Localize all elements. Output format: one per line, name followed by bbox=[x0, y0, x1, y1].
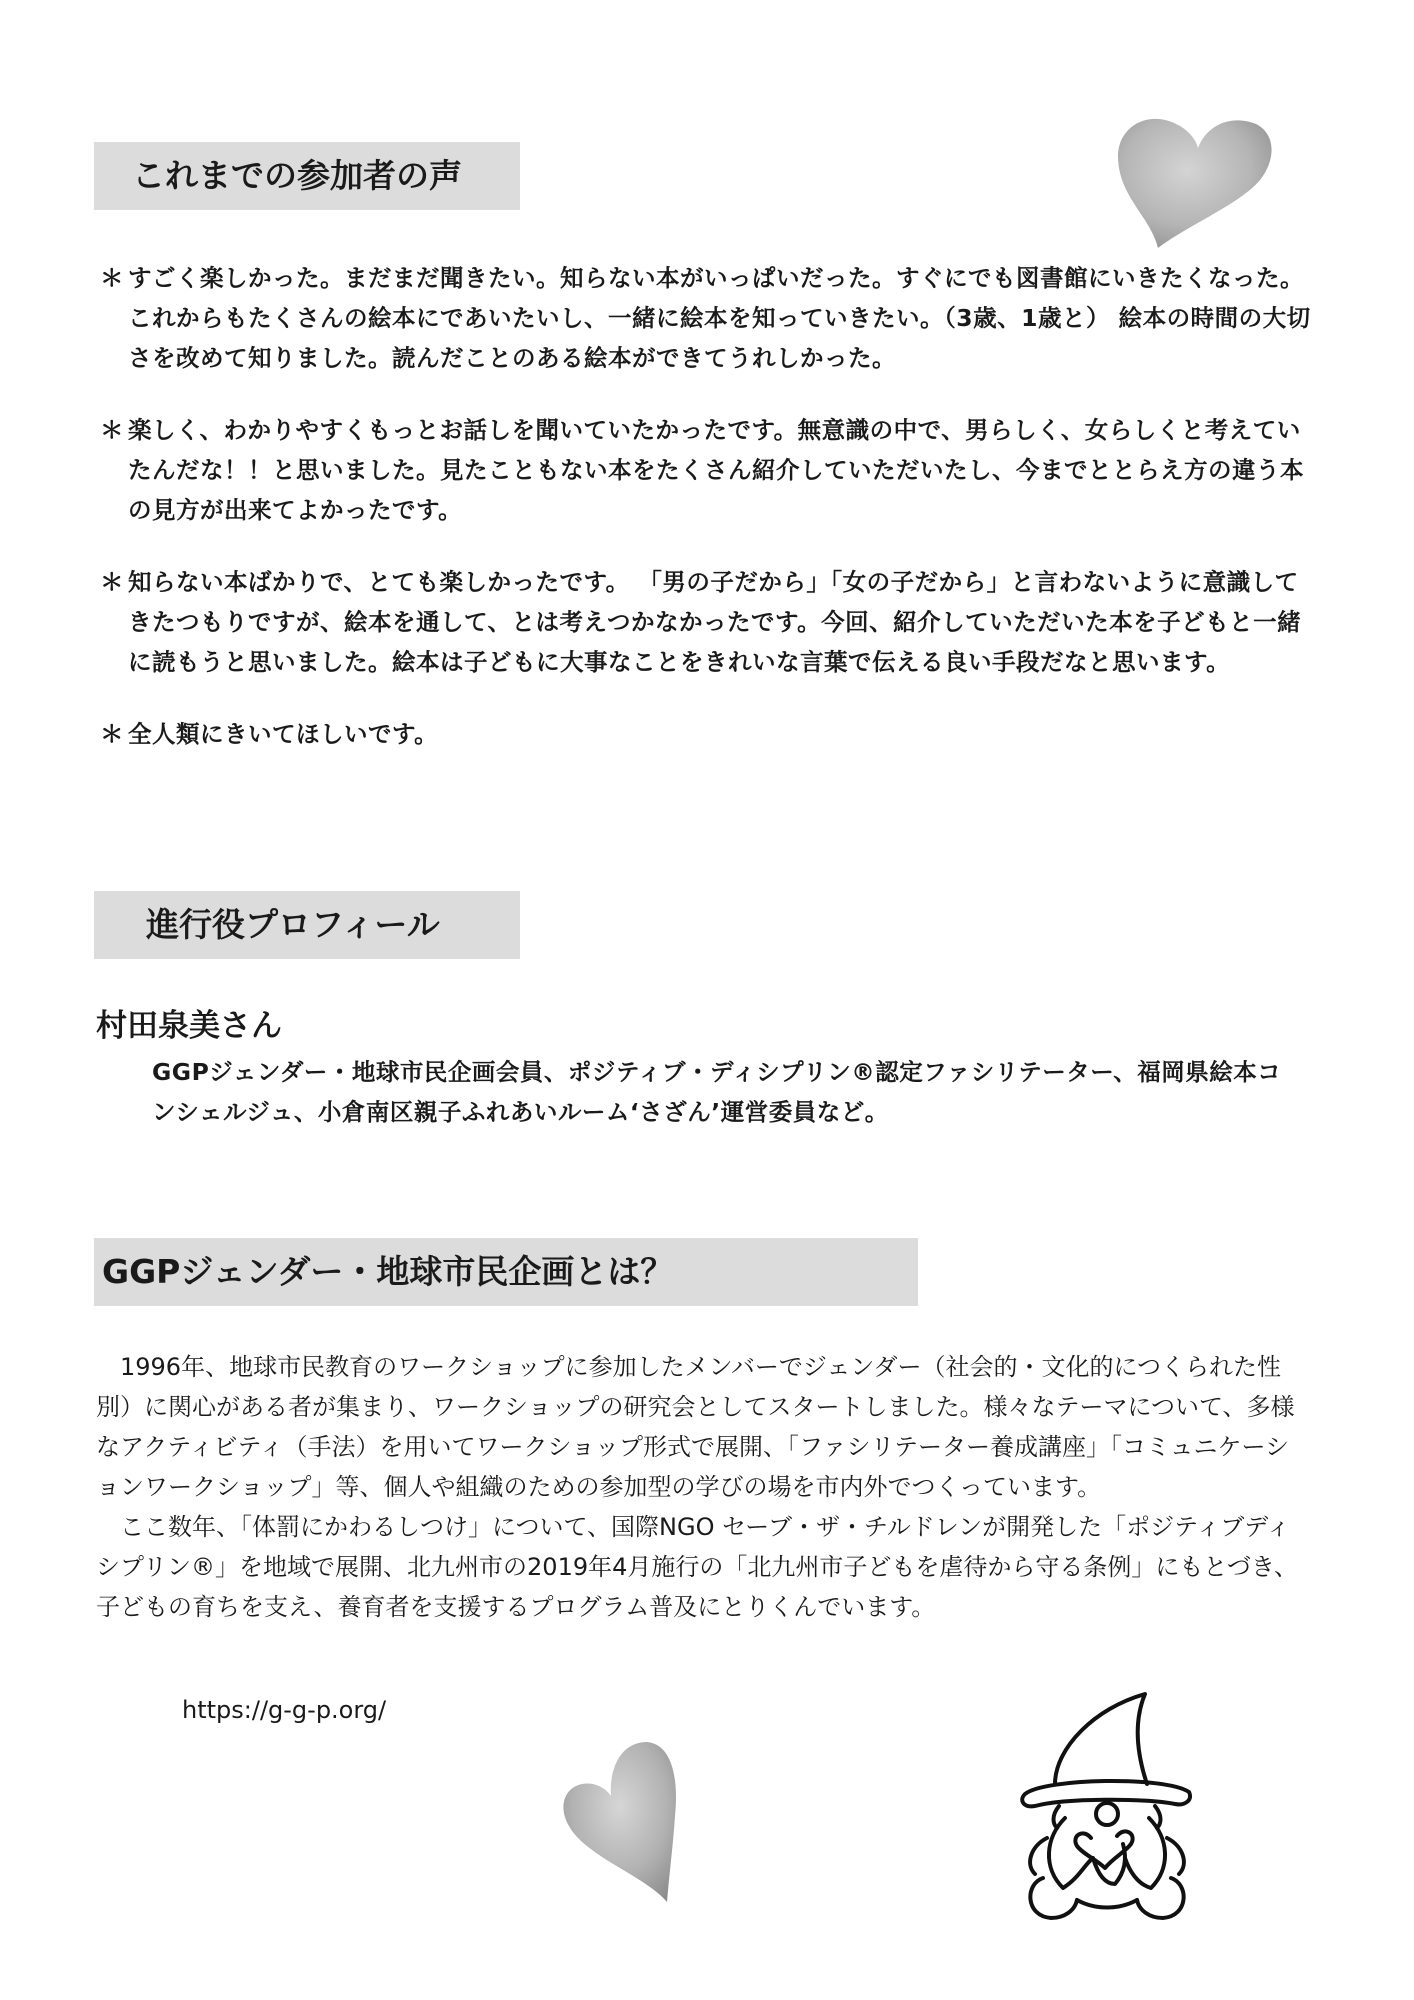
voice-item bbox=[100, 410, 1315, 530]
heart-bottom-icon bbox=[555, 1736, 685, 1906]
gnome-icon bbox=[985, 1688, 1225, 1928]
voice-text: 楽しく、わかりやすくもっとお話しを聞いていたかったです。無意識の中で、男らしく、女らしくと考えていたんだな！！と思いました。見たこともない本をたくさん紹介していただいたし、今までととらえ方の違う本の見方が出来てよかったです。 bbox=[128, 416, 1304, 524]
bullet: ＊ bbox=[100, 720, 124, 748]
voice-text: すごく楽しかった。まだまだ聞きたい。知らない本がいっぱいだった。すぐにでも図書館にいきたくなった。これからもたくさんの絵本にであいたいし、一緒に絵本を知っていきたい。（3歳、1歳と） 絵本の時間の大切さを改めて知りました。読んだことのある絵本ができてうれしかった。 bbox=[128, 264, 1311, 372]
heart-top-icon bbox=[1110, 96, 1280, 256]
voice-item bbox=[100, 714, 1315, 754]
profile-description: GGPジェンダー・地球市民企画会員、ポジティブ・ディシプリン®認定ファシリテーター、福岡県絵本コンシェルジュ、小倉南区親子ふれあいルーム‘さざん’運営委員など。 bbox=[152, 1058, 1282, 1126]
profile-name: 村田泉美さん bbox=[96, 1008, 282, 1044]
about-paragraph: ここ数年、「体罰にかわるしつけ」について、国際NGO セーブ・ザ・チルドレンが開発した「ポジティブディシプリン®」を地域で展開、北九州市の2019年4月施行の「北九州市子どもを虐待から守る条例」にもとづき、子どもの育ちを支え、養育者を支援するプログラム普及にとりくんでいます。 bbox=[96, 1513, 1298, 1621]
voice-text: 知らない本ばかりで、とても楽しかったです。 「男の子だから」「女の子だから」と言わないように意識してきたつもりですが、絵本を通して、とは考えつかなかったです。今回、紹介していただいた本を子どもと一緒に読もうと思いました。絵本は子どもに大事なことをきれいな言葉で伝える良い手段だなと思います。 bbox=[128, 568, 1302, 676]
about-paragraph: 1996年、地球市民教育のワークショップに参加したメンバーでジェンダー（社会的・文化的につくられた性別）に関心がある者が集まり、ワークショップの研究会としてスタートしました。様々なテーマについて、多様なアクティビティ（手法）を用いてワークショップ形式で展開、「ファシリテーター養成講座」「コミュニケーションワークショップ」等、個人や組織のための参加型の学びの場を市内外でつくっています。 bbox=[96, 1353, 1295, 1501]
voice-item bbox=[100, 562, 1315, 682]
about-body bbox=[96, 1347, 1306, 1627]
bullet: ＊ bbox=[100, 264, 124, 292]
about-heading: GGPジェンダー・地球市民企画とは？ bbox=[94, 1238, 918, 1306]
voice-text: 全人類にきいてほしいです。 bbox=[128, 720, 439, 748]
voices-heading: これまでの参加者の声 bbox=[94, 142, 520, 210]
voice-item bbox=[100, 258, 1315, 378]
website-link[interactable]: https://g-g-p.org/ bbox=[182, 1696, 387, 1724]
bullet: ＊ bbox=[100, 568, 124, 596]
bullet: ＊ bbox=[100, 416, 124, 444]
profile-heading: 進行役プロフィール bbox=[94, 891, 520, 959]
voices-list bbox=[100, 258, 1315, 786]
